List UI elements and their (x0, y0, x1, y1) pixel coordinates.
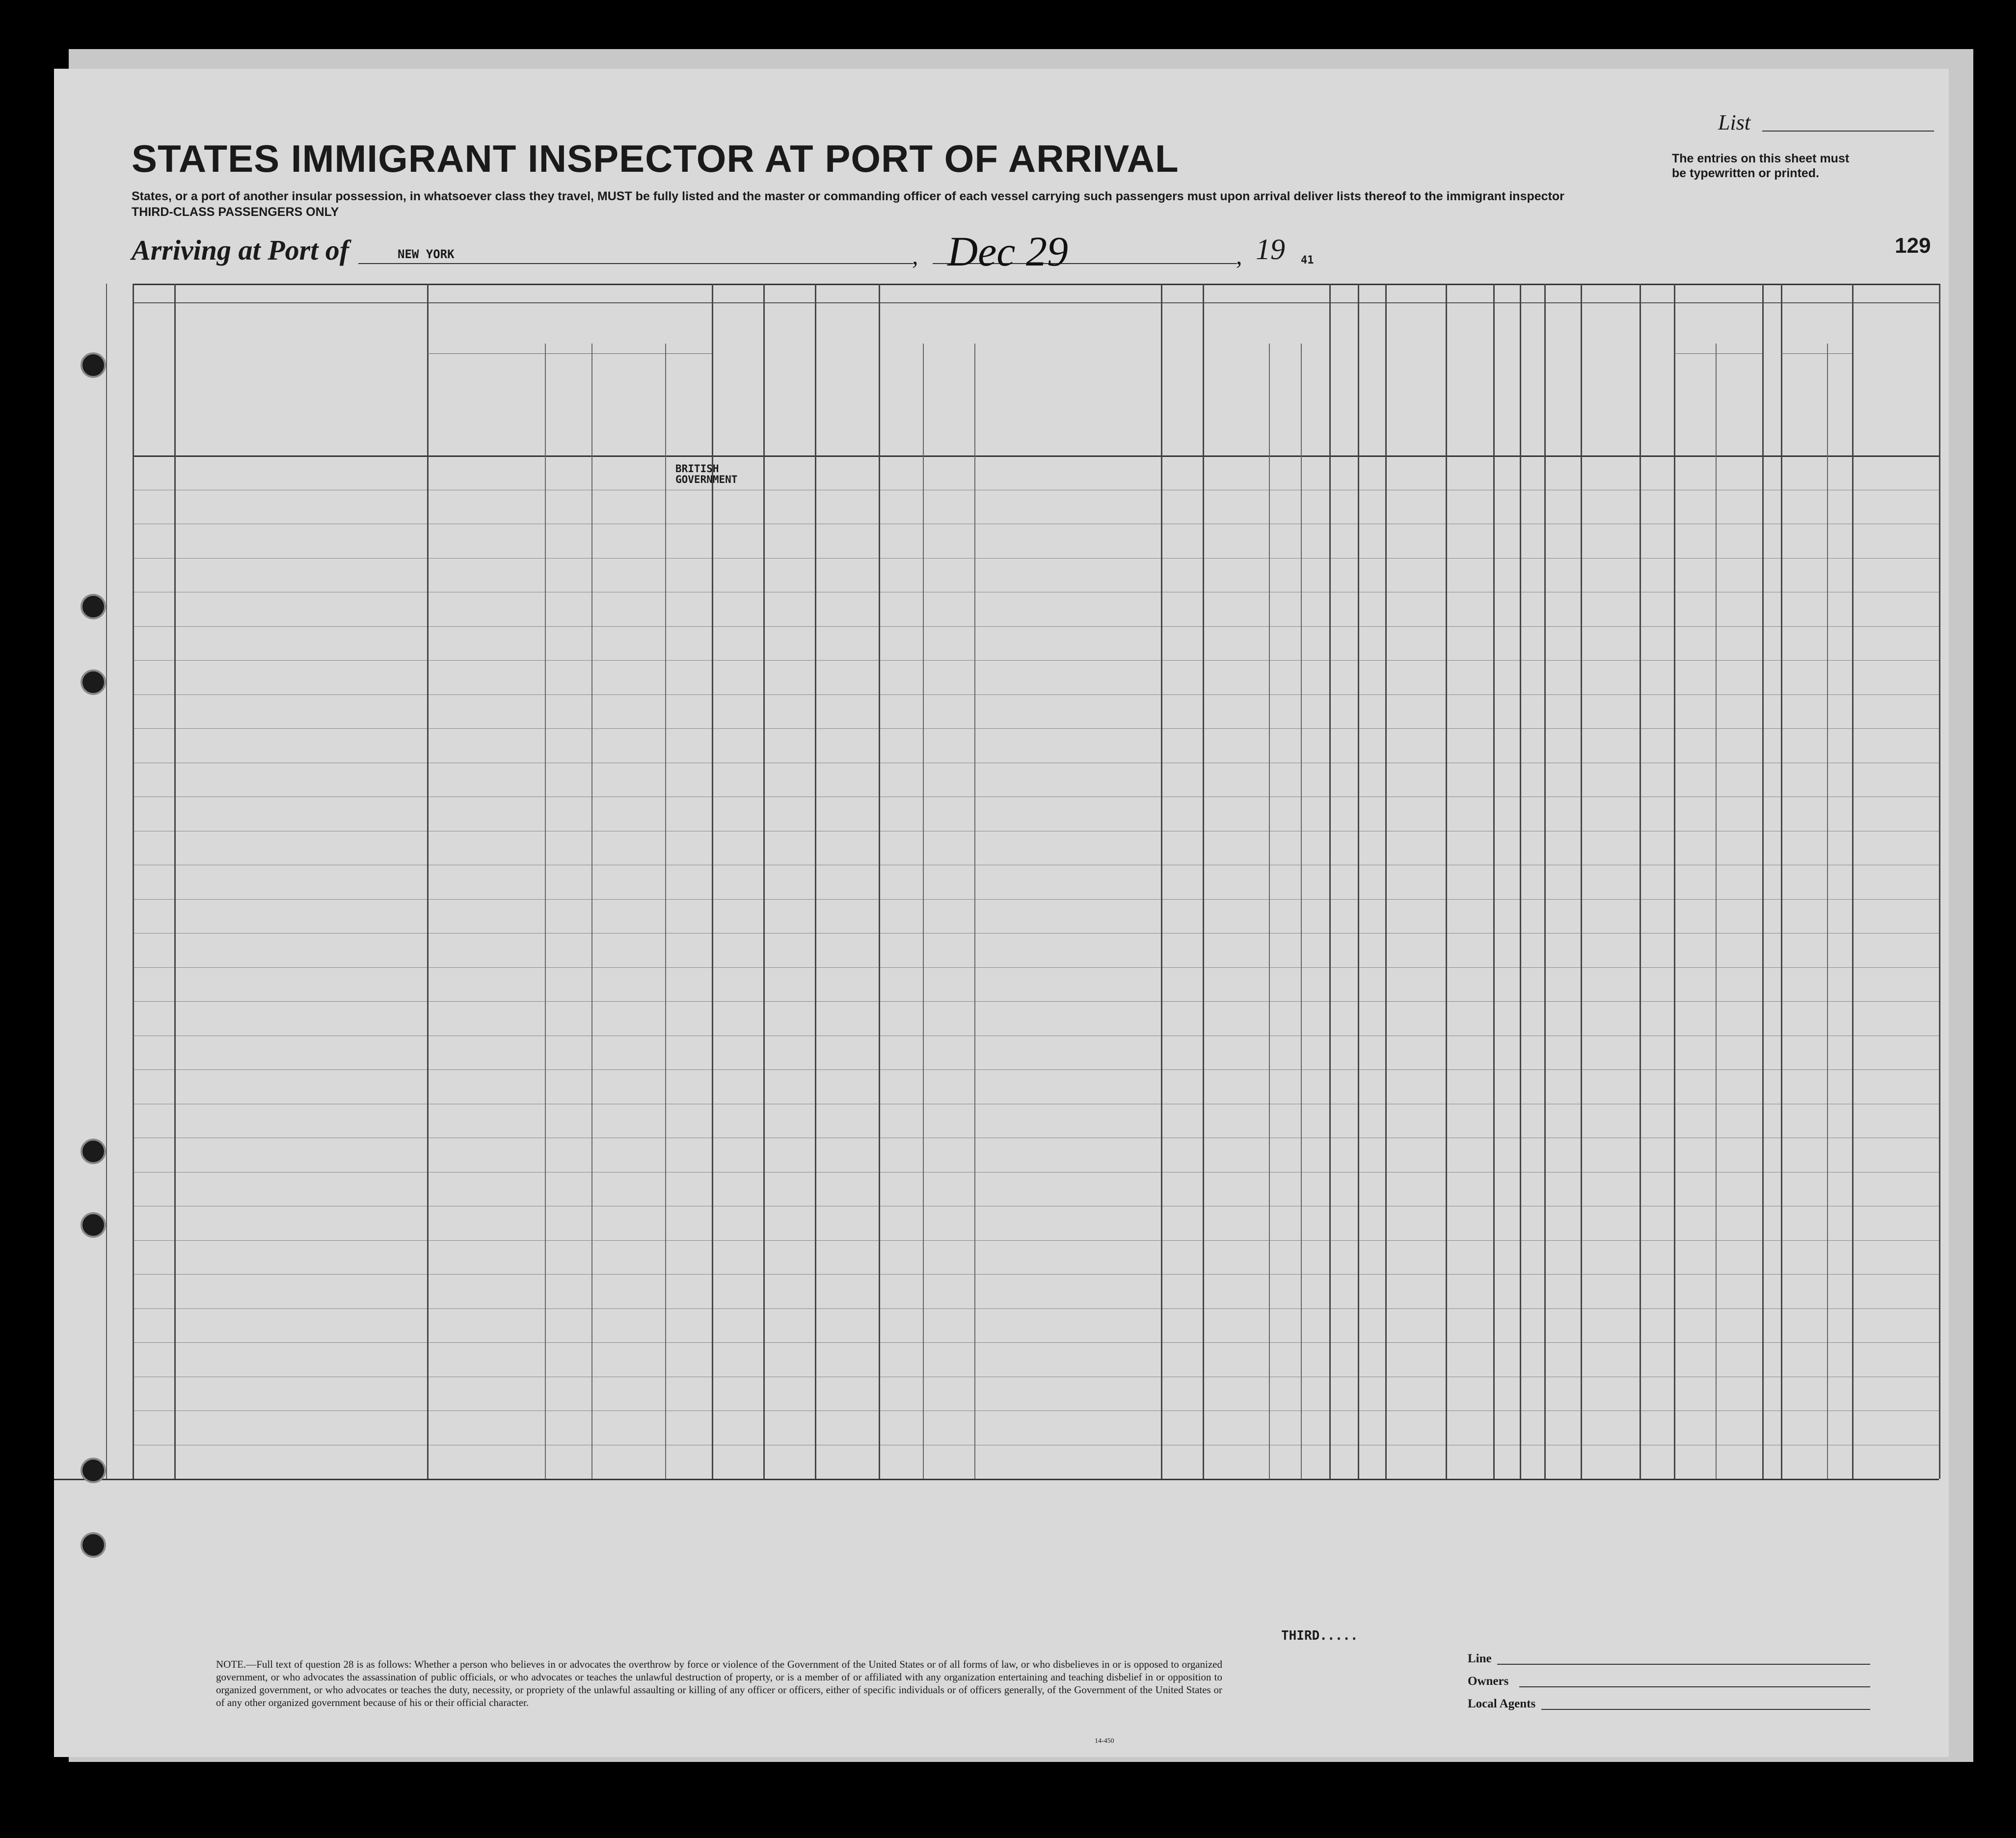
punch-hole (81, 594, 106, 619)
column-rule (974, 344, 975, 1479)
column-rule (1301, 344, 1302, 1479)
row-rule (133, 558, 1939, 559)
column-rule (1161, 284, 1162, 1479)
color-subrule (1781, 353, 1852, 354)
list-label: List (1718, 110, 1751, 134)
column-rule (815, 284, 816, 1479)
row-rule (133, 1342, 1939, 1343)
page-title: STATES IMMIGRANT INSPECTOR AT PORT OF ARRIVAL (132, 137, 1179, 180)
row-rule (133, 1001, 1939, 1002)
row-rule (133, 626, 1939, 627)
column-rule (1203, 284, 1204, 1479)
punch-hole (81, 1458, 106, 1483)
manifest-sheet (54, 69, 1949, 1757)
column-rule (174, 284, 176, 1479)
line-underline (1497, 1664, 1870, 1665)
owners-underline (1519, 1686, 1870, 1687)
row-rule (133, 660, 1939, 661)
column-rule (923, 344, 924, 1479)
row-rule (133, 1274, 1939, 1275)
column-rule (1640, 284, 1641, 1479)
column-rule (591, 344, 592, 1479)
page-number: 129 (1895, 234, 1931, 258)
punch-hole (81, 1139, 106, 1164)
column-rule (1446, 284, 1447, 1479)
year-suffix: 41 (1301, 254, 1314, 266)
row-rule (133, 1069, 1939, 1070)
left-margin-rule (106, 284, 107, 1479)
agents-label: Local Agents (1468, 1697, 1536, 1710)
row-rule (133, 967, 1939, 968)
row-rule (133, 694, 1939, 695)
row-rule (133, 1308, 1939, 1309)
column-rule (665, 344, 666, 1479)
punch-hole (81, 352, 106, 378)
header-bottom-rule (133, 455, 1939, 457)
manifest-table (54, 69, 1949, 1757)
column-rule (1544, 284, 1546, 1479)
column-rule (133, 284, 134, 1479)
column-rule (879, 284, 880, 1479)
punch-hole (81, 1532, 106, 1558)
table-top-rule (133, 284, 1939, 285)
column-rule (1939, 284, 1940, 1479)
column-rule (763, 284, 765, 1479)
punch-hole (81, 669, 106, 695)
column-rule (1581, 284, 1582, 1479)
port-comma: , (912, 242, 918, 269)
column-rule (1493, 284, 1495, 1479)
year-prefix: 19 (1256, 233, 1285, 266)
column-rule (1358, 284, 1359, 1479)
column-rule (427, 284, 429, 1479)
column-rule (1827, 344, 1828, 1479)
column-rule (1520, 284, 1521, 1479)
column-rule (1852, 284, 1854, 1479)
column-rule (1269, 344, 1270, 1479)
passage-paid-value: BRITISH GOVERNMENT (675, 463, 738, 485)
punch-hole (81, 1212, 106, 1238)
table-bottom-rule (54, 1479, 1939, 1480)
column-rule (1716, 344, 1717, 1479)
column-rule (1329, 284, 1331, 1479)
port-value: NEW YORK (398, 247, 455, 261)
column-rule (1385, 284, 1387, 1479)
class-line: THIRD-CLASS PASSENGERS ONLY (132, 205, 339, 219)
row-rule (133, 1240, 1939, 1241)
third-label: THIRD..... (1281, 1628, 1358, 1643)
owners-label: Owners (1468, 1675, 1509, 1688)
question-28-note: NOTE.—Full text of question 28 is as follows: Whether a person who believes in or advocates the overthrow by force or violence of the Government of the United States or of all forms of law, or who disbelieves in or is opposed to organized government, or who advocates the assassination of public officials, or who advocates or teaches the unlawful destruction of property, or is a member of or affiliated with any organization entertaining and teaching disbelief in or opposition to organized government, or who advocates or teaches the duty, necessity, or propriety of the unlawful assaulting or killing of any officer or officers, either of specific individuals or of officers generally, of the Government of the United States or of any other organized government because of his or their official character. (216, 1658, 1222, 1708)
column-rule (1674, 284, 1675, 1479)
column-rule (545, 344, 546, 1479)
agents-underline (1541, 1709, 1870, 1710)
form-number: 14-450 (1095, 1737, 1114, 1745)
subheader-rule (427, 353, 712, 354)
subtitle: States, or a port of another insular possession, in whatsoever class they travel, MUST be fully listed and the master or commanding officer of each vessel carrying such passengers must upon arrival deliver lists thereof to the immigrant inspector (132, 189, 1564, 203)
arriving-label: Arriving at Port of (132, 234, 349, 266)
column-rule (1762, 284, 1764, 1479)
row-rule (133, 728, 1939, 729)
date-comma: , (1236, 242, 1242, 269)
column-number-rule (133, 302, 1939, 303)
date-handwritten: Dec 29 (947, 228, 1068, 275)
line-label: Line (1468, 1652, 1492, 1665)
row-rule (133, 899, 1939, 900)
column-rule (1781, 284, 1782, 1479)
typewritten-note-line-2: be typewritten or printed. (1672, 166, 1820, 180)
height-subrule (1674, 353, 1762, 354)
typewritten-note-line-1: The entries on this sheet must (1672, 152, 1850, 165)
